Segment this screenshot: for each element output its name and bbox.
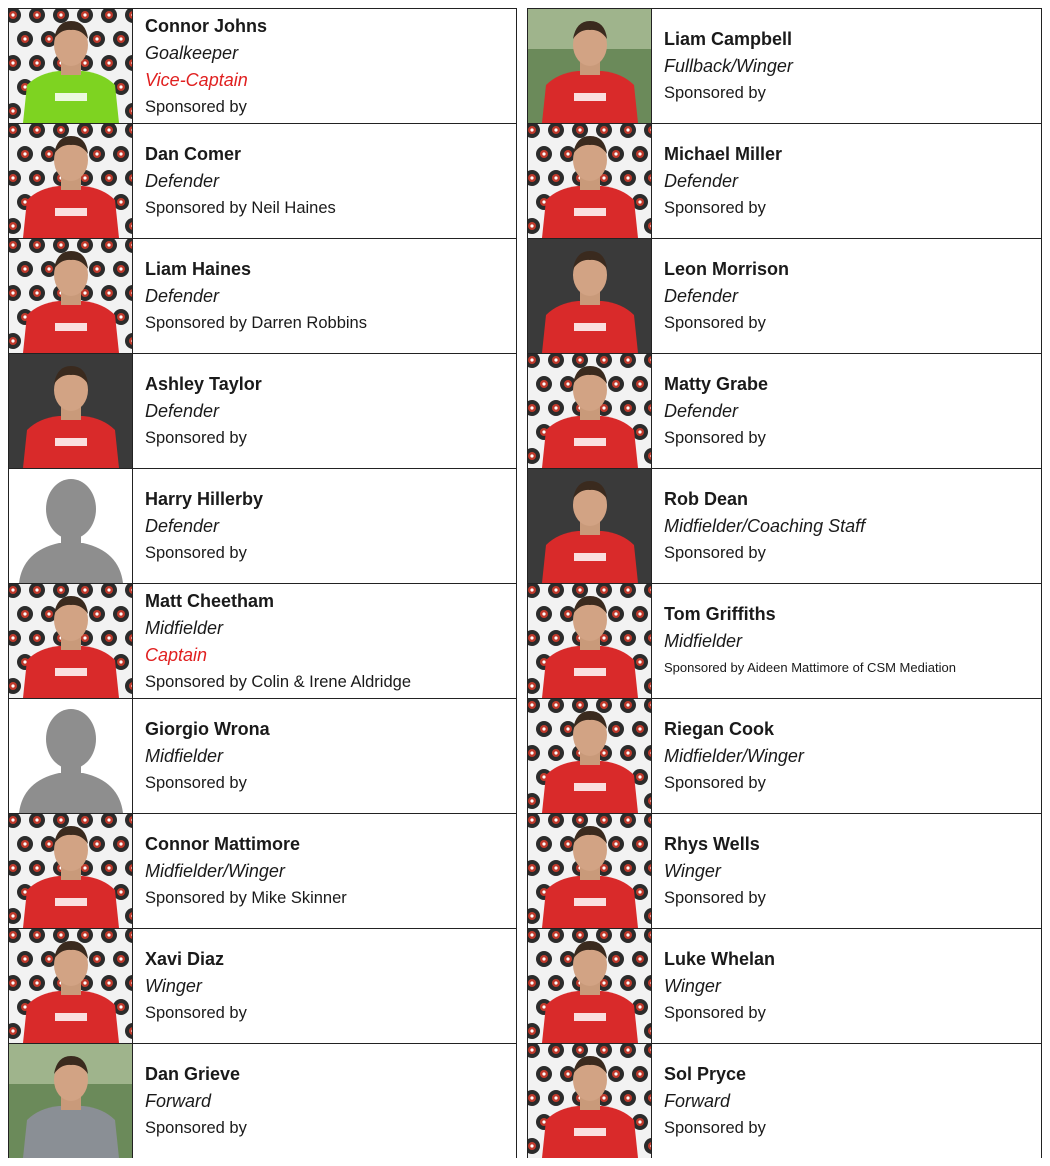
- player-photo: [527, 238, 652, 353]
- player-position: Defender: [145, 286, 220, 306]
- player-card-luke-whelan: [652, 928, 1042, 1043]
- player-photo: [527, 928, 652, 1043]
- column-gap: [517, 698, 527, 813]
- player-sponsor: Sponsored by: [664, 314, 766, 332]
- player-position: Forward: [145, 1091, 212, 1111]
- column-gap: [517, 583, 527, 698]
- player-card-liam-campbell: [652, 8, 1042, 123]
- player-card-michael-miller: [652, 123, 1042, 238]
- player-card-rhys-wells: [652, 813, 1042, 928]
- player-photo: [527, 698, 652, 813]
- player-name: Dan Comer: [145, 144, 242, 164]
- player-sponsor: Sponsored by: [664, 199, 766, 217]
- player-sponsor: Sponsored by: [145, 97, 247, 116]
- player-card-tom-griffiths: [652, 583, 1042, 698]
- player-sponsor: Sponsored by: [664, 1119, 766, 1137]
- player-name: Michael Miller: [664, 144, 783, 164]
- column-gap: [517, 813, 527, 928]
- player-position: Defender: [664, 286, 739, 306]
- player-position: Forward: [664, 1091, 731, 1111]
- player-name: Connor Mattimore: [145, 834, 300, 854]
- player-position: Winger: [664, 976, 721, 996]
- player-card-matty-grabe: [652, 353, 1042, 468]
- player-name: Tom Griffiths: [664, 604, 776, 624]
- player-card-connor-johns: [133, 8, 517, 123]
- player-sponsor: Sponsored by Darren Robbins: [145, 314, 367, 332]
- player-position: Midfielder: [664, 631, 743, 651]
- player-card-matt-cheetham: [133, 583, 517, 698]
- player-card-leon-morrison: [652, 238, 1042, 353]
- player-position: Fullback/Winger: [664, 56, 793, 76]
- player-sponsor: Sponsored by: [664, 429, 766, 447]
- player-sponsor: Sponsored by Colin & Irene Aldridge: [145, 672, 411, 691]
- player-photo: [527, 583, 652, 698]
- player-position: Midfielder/Coaching Staff: [664, 516, 866, 536]
- player-role: Captain: [145, 644, 208, 665]
- column-gap: [517, 468, 527, 583]
- player-name: Giorgio Wrona: [145, 719, 270, 739]
- player-photo: [8, 1043, 133, 1158]
- player-position: Defender: [145, 401, 220, 421]
- player-name: Liam Campbell: [664, 29, 793, 49]
- player-name: Ashley Taylor: [145, 374, 262, 394]
- player-card-harry-hillerby: [133, 468, 517, 583]
- player-name: Dan Grieve: [145, 1064, 241, 1084]
- player-sponsor: Sponsored by: [664, 84, 766, 102]
- player-position: Defender: [145, 171, 220, 191]
- player-position: Midfielder/Winger: [145, 861, 285, 881]
- column-gap: [517, 123, 527, 238]
- player-name: Sol Pryce: [664, 1064, 747, 1084]
- player-photo: [527, 353, 652, 468]
- player-photo: [8, 353, 133, 468]
- player-card-connor-mattimore: [133, 813, 517, 928]
- player-photo: [8, 583, 133, 698]
- player-role: Vice-Captain: [145, 69, 248, 90]
- player-sponsor: Sponsored by: [664, 1004, 766, 1022]
- player-name: Liam Haines: [145, 259, 252, 279]
- player-position: Defender: [664, 171, 739, 191]
- column-gap: [517, 928, 527, 1043]
- player-card-liam-haines: [133, 238, 517, 353]
- player-photo: [8, 238, 133, 353]
- player-name: Riegan Cook: [664, 719, 775, 739]
- player-card-giorgio-wrona: [133, 698, 517, 813]
- player-sponsor: Sponsored by Neil Haines: [145, 199, 336, 217]
- player-name: Luke Whelan: [664, 949, 776, 969]
- player-photo: [8, 813, 133, 928]
- player-sponsor: Sponsored by: [145, 774, 247, 792]
- player-name: Matty Grabe: [664, 374, 769, 394]
- player-position: Midfielder/Winger: [664, 746, 804, 766]
- player-position: Winger: [664, 861, 721, 881]
- player-photo: [527, 813, 652, 928]
- player-card-riegan-cook: [652, 698, 1042, 813]
- player-card-dan-comer: [133, 123, 517, 238]
- player-name: Xavi Diaz: [145, 949, 225, 969]
- player-sponsor: Sponsored by: [145, 544, 247, 562]
- column-gap: [517, 353, 527, 468]
- player-position: Midfielder: [145, 617, 224, 638]
- player-sponsor: Sponsored by Aideen Mattimore of CSM Mediation: [664, 660, 956, 675]
- player-card-rob-dean: [652, 468, 1042, 583]
- squad-table: [8, 8, 1042, 1158]
- player-photo: [527, 468, 652, 583]
- player-photo: [527, 123, 652, 238]
- player-photo: [8, 698, 133, 813]
- player-photo: [8, 468, 133, 583]
- column-gap: [517, 1043, 527, 1158]
- player-photo: [527, 1043, 652, 1158]
- player-name: Matt Cheetham: [145, 590, 275, 611]
- player-card-xavi-diaz: [133, 928, 517, 1043]
- player-name: Rob Dean: [664, 489, 749, 509]
- player-sponsor: Sponsored by: [664, 544, 766, 562]
- column-gap: [517, 8, 527, 123]
- player-sponsor: Sponsored by: [664, 889, 766, 907]
- player-position: Defender: [664, 401, 739, 421]
- player-card-ashley-taylor: [133, 353, 517, 468]
- player-position: Goalkeeper: [145, 42, 239, 63]
- player-sponsor: Sponsored by: [145, 429, 247, 447]
- player-sponsor: Sponsored by: [145, 1004, 247, 1022]
- player-position: Winger: [145, 976, 202, 996]
- player-name: Harry Hillerby: [145, 489, 264, 509]
- player-card-sol-pryce: [652, 1043, 1042, 1158]
- player-photo: [8, 928, 133, 1043]
- player-sponsor: Sponsored by: [664, 774, 766, 792]
- player-photo: [8, 8, 133, 123]
- player-position: Midfielder: [145, 746, 224, 766]
- player-card-dan-grieve: [133, 1043, 517, 1158]
- player-name: Rhys Wells: [664, 834, 760, 854]
- player-name: Leon Morrison: [664, 259, 789, 279]
- column-gap: [517, 238, 527, 353]
- player-position: Defender: [145, 516, 220, 536]
- player-sponsor: Sponsored by Mike Skinner: [145, 889, 347, 907]
- player-photo: [527, 8, 652, 123]
- player-photo: [8, 123, 133, 238]
- player-name: Connor Johns: [145, 15, 267, 36]
- player-sponsor: Sponsored by: [145, 1119, 247, 1137]
